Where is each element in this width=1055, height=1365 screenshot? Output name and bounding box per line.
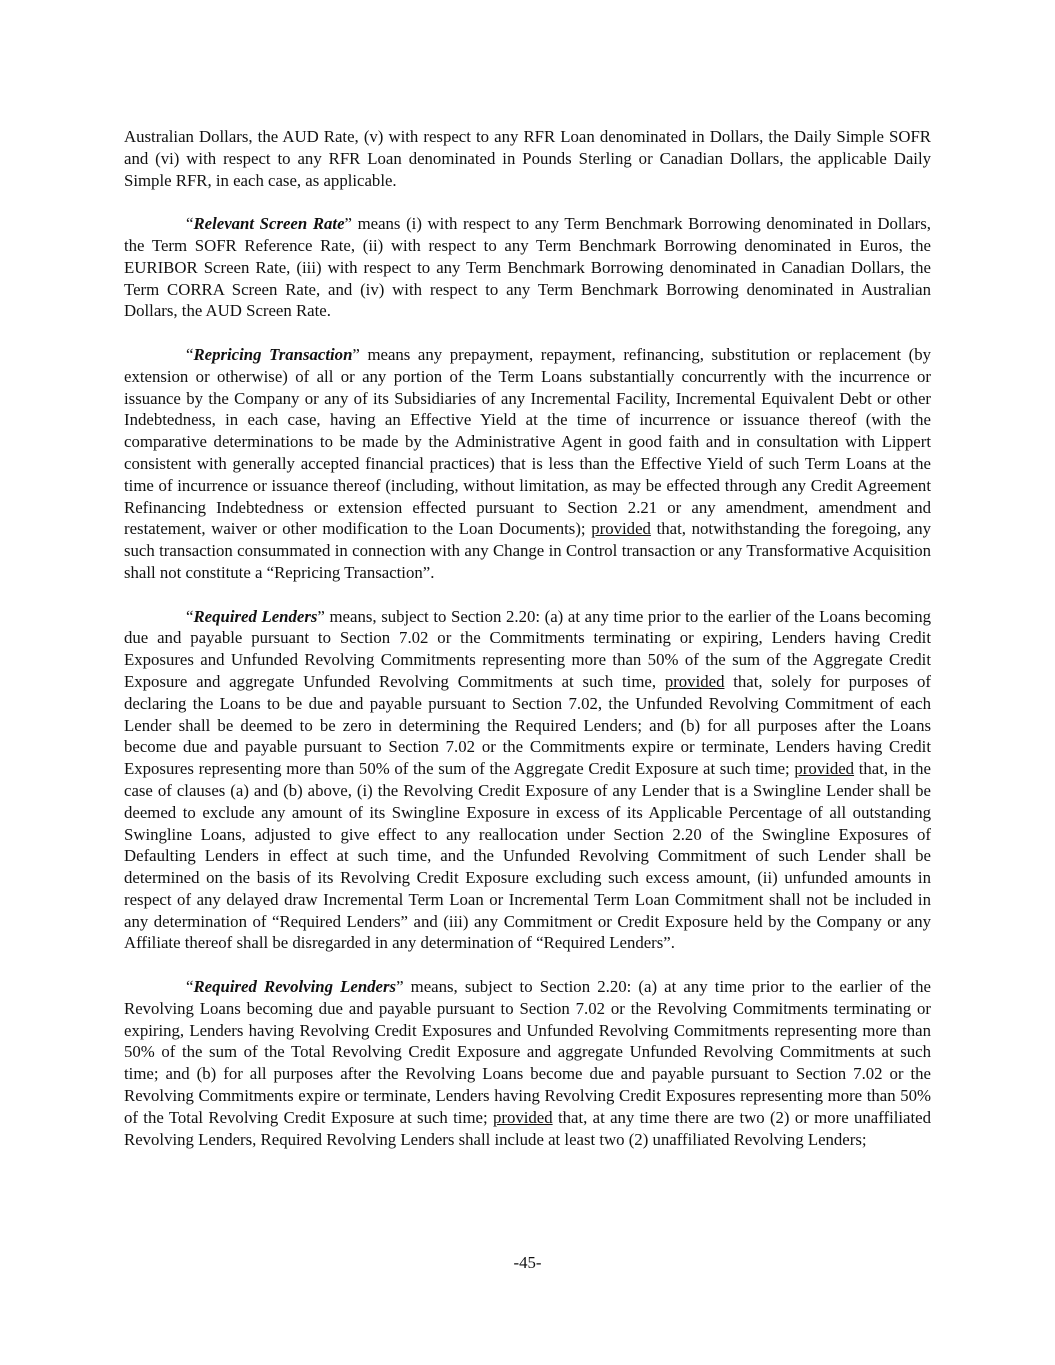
defined-term: Relevant Screen Rate [193, 214, 345, 234]
definition-body: means any prepayment, repayment, refinancing, substitution or replacement (by extension or otherwise) of all or any portion of the Term Loans substantially concurrently with the incurrence or issuance by the Company or any of its Subsidiaries of any Incremental Facility, Incremental Equivalent Debt or other Indebtedness, in each case, having an Effective Yield at the time of incurrence or issuance thereof (with the comparative determinations to be made by the Administrative Agent in good faith and in consultation with Lippert consistent with generally accepted financial practices) that is less than the Effective Yield of such Term Loans at the time of incurrence or issuance thereof (including, without limitation, as may be effected through any Credit Agreement Refinancing Indebtedness or extension effected pursuant to Section 2.21 or any amendment, amendment and restatement, waiver or other modification to the Loan Documents); [124, 344, 931, 539]
definition-body: that, in the case of clauses (a) and (b) above, (i) the Revolving Credit Exposure of any Lender that is a Swingline Lender shall be deemed to exclude any amount of its Swingline Exposure in excess of its Applicable Percentage of all outstanding Swingline Loans, adjusted to give effect to any reallocation under Section 2.20 of the Swingline Exposures of Defaulting Lenders in effect at such time, and the Unfunded Revolving Commitment of such Lender shall be determined on the basis of its Revolving Credit Exposure excluding such excess amount, (ii) unfunded amounts in respect of any delayed draw Incremental Term Loan or Incremental Term Loan Commitment shall not be included in any determination of “Required Lenders” and (iii) any Commitment or Credit Exposure held by the Company or any Affiliate thereof shall be disregarded in any determination of “Required Lenders”. [124, 759, 932, 953]
defined-term: Repricing Transaction [193, 344, 353, 364]
close-quote: ” [396, 977, 404, 997]
provided-proviso: provided [492, 1107, 553, 1127]
open-quote: “ [186, 606, 194, 626]
close-quote: ” [317, 606, 325, 626]
definition-body: that, solely for purposes of declaring the Loans to be due and payable pursuant to Section 7.02, the Unfunded Revolving Commitment of each Lender shall be deemed to be zero in determining the Required Lenders; and (b) for all purposes after the Loans become due and payable pursuant to Section 7.02 or the Commitments expire or terminate, Lenders having Credit Exposures representing more than 50% of the sum of the Aggregate Credit Exposure at such time; [124, 671, 931, 779]
provided-proviso: provided [794, 759, 855, 779]
definition-relevant-screen-rate [124, 213, 931, 322]
provided-proviso: provided [591, 519, 651, 539]
definition-body: means (i) with respect to any Term Benchmark Borrowing denominated in Dollars, the Term SOFR Reference Rate, (ii) with respect to any Term Benchmark Borrowing denominated in Euros, the EURIBOR Screen Rate, (iii) with respect to any Term Benchmark Borrowing denominated in Canadian Dollars, the Term CORRA Screen Rate, and (iv) with respect to any Term Benchmark Borrowing denominated in Australian Dollars, the AUD Screen Rate. [124, 214, 931, 321]
definition-body: that, at any time there are two (2) or more unaffiliated Revolving Lenders, Required Revolving Lenders shall include at least two (2) unaffiliated Revolving Lenders; [124, 1107, 932, 1149]
document-page [124, 126, 931, 1172]
defined-term: Required Lenders [193, 606, 318, 626]
definition-required-revolving-lenders [124, 976, 931, 1150]
definition-repricing-transaction [124, 344, 931, 584]
continuation-paragraph: Australian Dollars, the AUD Rate, (v) with respect to any RFR Loan denominated in Dollars, the Daily Simple SOFR and (vi) with respect to any RFR Loan denominated in Pounds Sterling or Canadian Dollars, the applicable Daily Simple RFR, in each case, as applicable. [124, 127, 931, 190]
definition-body: means, subject to Section 2.20: (a) at any time prior to the earlier of the Revolving Loans becoming due and payable pursuant to Section 7.02 or the Revolving Commitments terminating or expiring, Lenders having Revolving Credit Exposures and Unfunded Revolving Commitments representing more than 50% of the sum of the Total Revolving Credit Exposure and aggregate Unfunded Revolving Commitments at such time; and (b) for all purposes after the Revolving Loans become due and payable pursuant to Section 7.02 or the Revolving Commitments expire or terminate, Lenders having Revolving Credit Exposures representing more than 50% of the Total Revolving Credit Exposure at such time; [124, 977, 931, 1127]
defined-term: Required Revolving Lenders [193, 977, 397, 997]
definition-required-lenders [124, 606, 931, 955]
definition-body: means, subject to Section 2.20: (a) at any time prior to the earlier of the Loans becoming due and payable pursuant to Section 7.02 or the Commitments terminating or expiring, Lenders having Credit Exposures and Unfunded Revolving Commitments representing more than 50% of the sum of the Aggregate Credit Exposure and aggregate Unfunded Revolving Commitments at such time, [124, 606, 931, 691]
page-number: -45- [513, 1253, 542, 1272]
open-quote: “ [186, 344, 194, 364]
close-quote: ” [344, 214, 352, 234]
open-quote: “ [186, 977, 194, 997]
definition-body: that, notwithstanding the foregoing, any such transaction consummated in connection with any Change in Control transaction or any Transformative Acquisition shall not constitute a “Repricing Transaction”. [124, 519, 931, 582]
provided-proviso: provided [664, 671, 725, 691]
close-quote: ” [352, 344, 360, 364]
open-quote: “ [186, 214, 194, 234]
